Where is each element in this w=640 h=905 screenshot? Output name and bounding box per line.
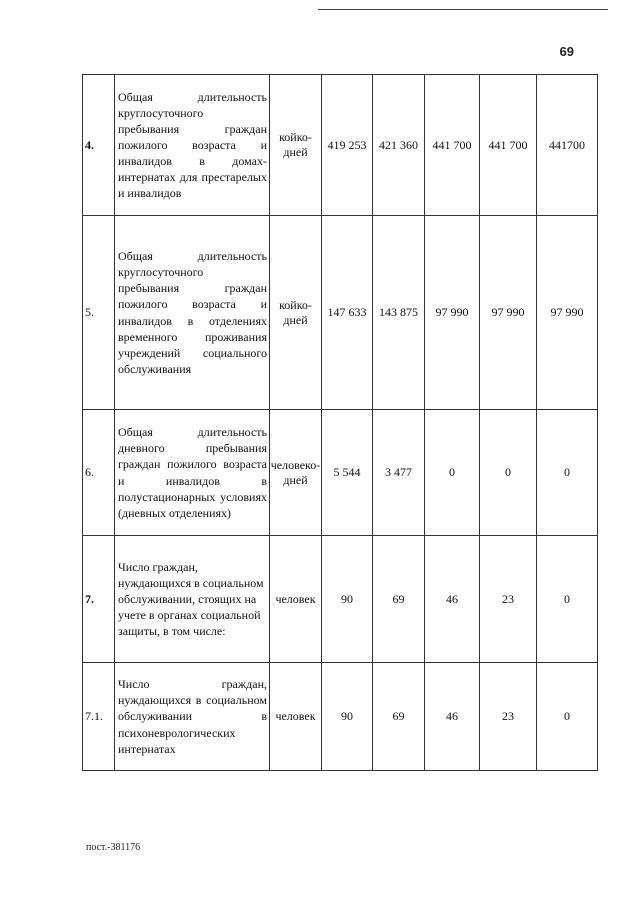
row-unit: человек [270,536,322,663]
value-cell: 90 [322,536,373,663]
value-cell: 97 990 [480,216,537,410]
value-cell: 0 [425,410,480,536]
value-cell: 46 [425,663,480,771]
top-rule [318,9,608,10]
row-description: Общая длительность дневного пребывания граждан пожилого возраста и инвалидов в полустационарных условиях (дневных отделениях) [115,410,270,536]
indicators-table [82,74,598,771]
table-row [83,410,598,536]
footer-code: пост.-381176 [86,842,141,853]
table-row [83,536,598,663]
table-row [83,216,598,410]
value-cell: 3 477 [373,410,425,536]
value-cell: 441700 [537,75,598,216]
value-cell: 0 [480,410,537,536]
value-cell: 419 253 [322,75,373,216]
row-description: Общая длительность круглосуточного пребывания граждан пожилого возраста и инвалидов в домах-интернатах для престарелых и инвалидов [115,75,270,216]
row-number: 6. [83,410,115,536]
row-number: 4. [83,75,115,216]
value-cell: 5 544 [322,410,373,536]
value-cell: 441 700 [425,75,480,216]
row-unit: человек [270,663,322,771]
row-unit: человеко-дней [270,410,322,536]
table-row [83,75,598,216]
value-cell: 0 [537,536,598,663]
value-cell: 421 360 [373,75,425,216]
value-cell: 90 [322,663,373,771]
row-description: Число граждан, нуждающихся в социальном обслуживании, стоящих на учете в органах социальной защиты, в том числе: [115,536,270,663]
row-unit: койко-дней [270,75,322,216]
row-number: 7. [83,536,115,663]
value-cell: 143 875 [373,216,425,410]
value-cell: 23 [480,663,537,771]
row-unit: койко-дней [270,216,322,410]
row-description: Число граждан, нуждающихся в социальном обслуживании в психоневрологических интернатах [115,663,270,771]
row-description: Общая длительность круглосуточного пребывания граждан пожилого возраста и инвалидов в отделениях временного проживания учреждений социального обслуживания [115,216,270,410]
page-number: 69 [559,44,574,59]
value-cell: 147 633 [322,216,373,410]
value-cell: 69 [373,536,425,663]
row-number: 5. [83,216,115,410]
value-cell: 69 [373,663,425,771]
value-cell: 46 [425,536,480,663]
row-number: 7.1. [83,663,115,771]
value-cell: 0 [537,410,598,536]
value-cell: 97 990 [425,216,480,410]
value-cell: 0 [537,663,598,771]
value-cell: 97 990 [537,216,598,410]
value-cell: 441 700 [480,75,537,216]
table-row [83,663,598,771]
value-cell: 23 [480,536,537,663]
